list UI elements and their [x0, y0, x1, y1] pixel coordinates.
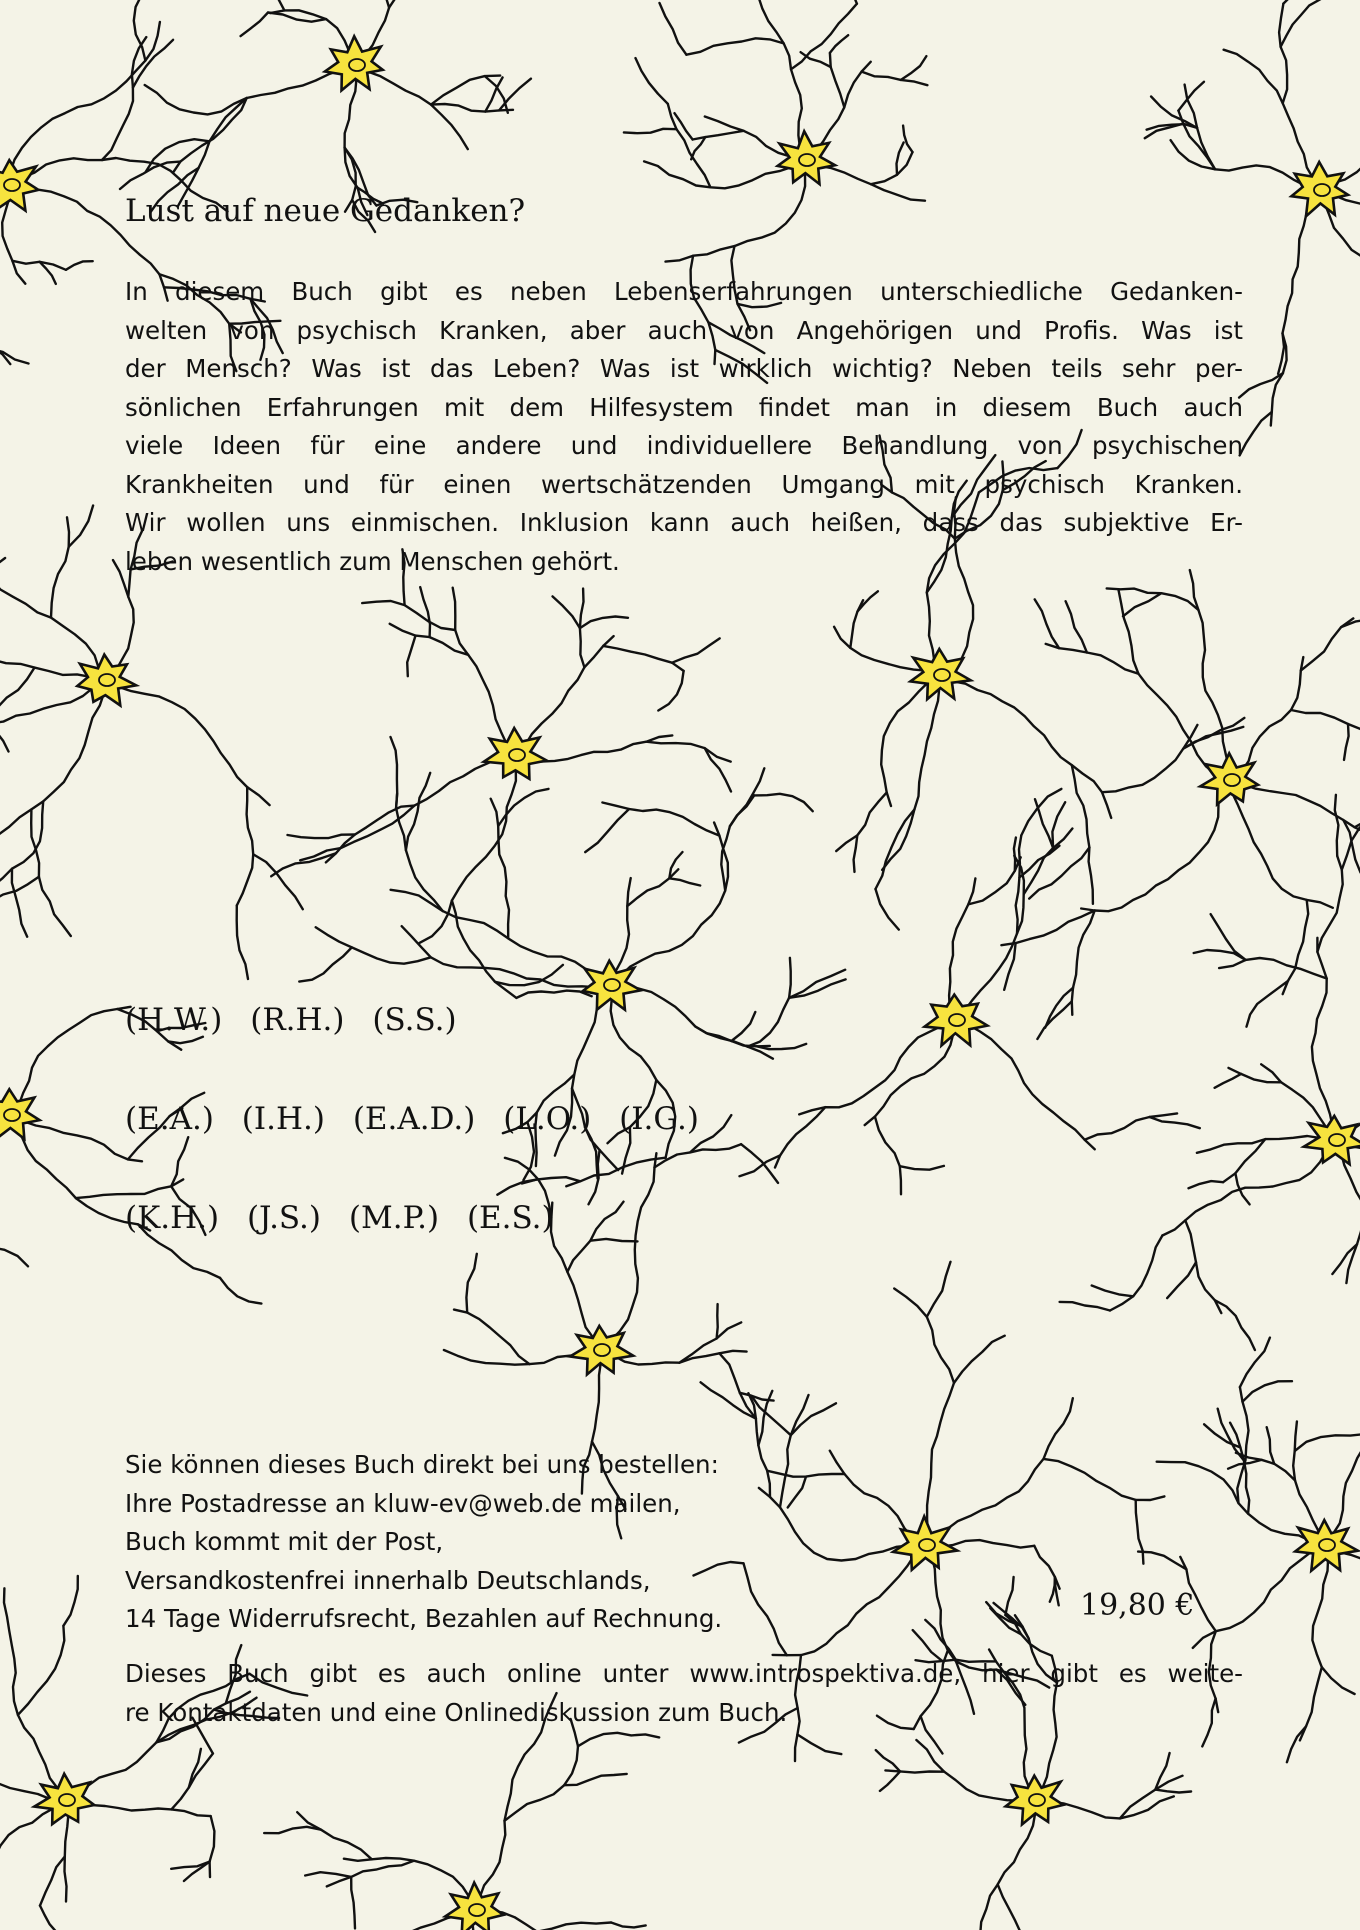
intro-line: leben wesentlich zum Menschen gehört. — [125, 546, 620, 576]
dendrite — [1355, 783, 1360, 827]
order-line: Buch kommt mit der Post, — [125, 1527, 444, 1556]
dendrite — [1138, 1552, 1186, 1570]
dendrite — [288, 835, 356, 839]
author-initials: (I.H.) — [241, 1101, 325, 1137]
dendrite — [0, 721, 9, 752]
dendrite — [407, 636, 415, 677]
dendrite — [1324, 202, 1360, 288]
dendrite — [362, 601, 455, 630]
author-initials: (L.O.) — [503, 1101, 592, 1137]
dendrite — [4, 1588, 58, 1789]
dendrite — [585, 809, 629, 852]
order-line: 14 Tage Widerrufsrecht, Bezahlen auf Rechnung. — [125, 1604, 723, 1633]
dendrite — [830, 35, 848, 53]
dendrite — [1215, 1300, 1255, 1350]
author-row — [125, 1002, 717, 1101]
intro-line: viele Ideen für eine andere und individuellere Behandlung von psychischen — [125, 431, 1243, 460]
dendrite — [937, 1398, 1073, 1538]
dendrite — [270, 10, 350, 53]
dendrite — [391, 737, 398, 808]
dendrite — [1204, 1424, 1240, 1447]
dendrite — [553, 596, 580, 628]
intro-paragraph — [125, 273, 1243, 581]
dendrite — [705, 748, 731, 791]
dendrite — [1136, 1500, 1144, 1564]
dendrite — [679, 1322, 741, 1362]
dendrite — [63, 1576, 77, 1626]
dendrite — [1267, 1427, 1275, 1464]
neuron-cell-body — [484, 728, 547, 779]
dendrite — [66, 261, 93, 270]
dendrite — [210, 1816, 215, 1877]
dendrite — [0, 640, 91, 677]
dendrite — [1016, 835, 1022, 933]
neuron-cell-body — [1304, 1116, 1360, 1164]
dendrite — [830, 53, 844, 107]
dendrite — [1092, 1286, 1134, 1297]
dendrite — [780, 1395, 809, 1507]
dendrite — [1185, 1220, 1221, 1313]
dendrite — [1081, 790, 1223, 911]
dendrite — [268, 0, 284, 10]
dendrite — [1060, 1302, 1110, 1311]
dendrite — [1241, 657, 1303, 772]
dendrite — [189, 1749, 201, 1788]
neuron-cell-body — [1295, 1520, 1358, 1571]
intro-line: Wir wollen uns einmischen. Inklusion kann auch heißen, dass das subjektive Er- — [125, 508, 1243, 537]
author-initials: (K.H.) — [125, 1200, 220, 1236]
dendrite — [624, 129, 677, 133]
dendrite — [1219, 958, 1327, 979]
dendrite — [830, 1451, 913, 1539]
dendrite — [1194, 950, 1246, 960]
dendrite — [171, 1754, 213, 1810]
neuron-cell-body — [1291, 162, 1348, 216]
dendrite — [980, 1812, 1035, 1930]
dendrite — [300, 757, 501, 860]
dendrite — [299, 947, 352, 981]
dendrite — [900, 1166, 944, 1170]
order-line: Ihre Postadresse an kluw-ev@web.de mailen, — [125, 1488, 681, 1518]
dendrite — [316, 927, 431, 963]
dendrite — [0, 1247, 28, 1266]
neuron-cell-body — [570, 1326, 633, 1375]
dendrite — [537, 1923, 611, 1930]
dendrite — [858, 591, 878, 611]
dendrite — [374, 0, 389, 8]
dendrite — [51, 517, 69, 617]
dendrite — [882, 687, 939, 870]
dendrite — [876, 1750, 900, 1771]
dendrite — [10, 22, 160, 173]
dendrite — [1049, 1796, 1174, 1818]
dendrite — [836, 792, 887, 851]
dendrite — [1035, 599, 1059, 648]
dendrite — [611, 1923, 646, 1928]
dendrite — [0, 194, 1, 368]
dendrite — [998, 1884, 1024, 1930]
dendrite — [1150, 1117, 1200, 1128]
dendrite — [19, 1007, 131, 1106]
book-price: 19,80 € — [1080, 1588, 1195, 1623]
dendrite — [854, 835, 858, 872]
dendrite — [1190, 570, 1229, 768]
dendrite — [1261, 1064, 1328, 1129]
author-initials: (R.H.) — [250, 1002, 345, 1038]
dendrite — [420, 587, 430, 637]
dendrite — [901, 56, 927, 80]
dendrite — [964, 856, 1024, 1011]
dendrite — [669, 878, 700, 885]
dendrite — [1279, 4, 1287, 104]
dendrite — [748, 958, 791, 1047]
dendrite — [1312, 938, 1333, 1128]
author-row — [125, 1101, 717, 1200]
dendrite — [499, 79, 531, 111]
dendrite — [1224, 50, 1314, 180]
dendrite — [741, 1144, 778, 1183]
dendrite — [1223, 1139, 1265, 1182]
dendrite — [721, 795, 754, 890]
dendrite — [1066, 601, 1087, 652]
dendrite — [453, 588, 508, 745]
page-heading: Lust auf neue Gedanken? — [125, 193, 526, 229]
dendrite — [184, 1862, 210, 1881]
dendrite — [1291, 710, 1360, 730]
dendrite — [705, 117, 792, 157]
order-line: Sie können dieses Buch direkt bei uns bestellen: — [125, 1450, 719, 1479]
dendrite — [264, 1827, 321, 1833]
dendrite — [0, 1808, 54, 1919]
dendrite — [1035, 799, 1053, 848]
dendrite — [237, 787, 253, 905]
dendrite — [731, 1012, 755, 1041]
dendrite — [1343, 820, 1360, 916]
dendrite — [1024, 829, 1073, 895]
dendrite — [903, 126, 912, 153]
dendrite — [826, 0, 857, 4]
dendrite — [297, 1812, 372, 1859]
dendrite — [1019, 846, 1059, 878]
dendrite — [40, 1906, 57, 1930]
author-list — [125, 1002, 717, 1299]
dendrite — [754, 794, 813, 811]
author-initials: (H.W.) — [125, 1002, 223, 1038]
dendrite — [1052, 802, 1065, 848]
dendrite — [1050, 1577, 1055, 1602]
dendrite — [1283, 0, 1334, 4]
dendrite — [789, 970, 845, 998]
dendrite — [862, 72, 928, 86]
dendrite — [799, 1026, 942, 1115]
dendrite — [875, 1117, 901, 1195]
dendrite — [367, 71, 468, 149]
dendrite — [717, 1304, 718, 1338]
dendrite — [968, 1025, 1095, 1150]
dendrite — [880, 1771, 900, 1791]
dendrite — [0, 566, 99, 670]
intro-line: Krankheiten und für einen wertschätzenden Umgang mit psychisch Kranken. — [125, 469, 1243, 499]
dendrite — [18, 1626, 64, 1715]
intro-line: sönlichen Erfahrungen mit dem Hilfesystem findet man in diesem Buch auch — [125, 392, 1243, 422]
dendrite — [871, 152, 913, 184]
dendrite — [1123, 593, 1161, 616]
dendrite — [351, 1877, 355, 1929]
dendrite — [1218, 1409, 1244, 1461]
dendrite — [686, 38, 783, 54]
dendrite — [1215, 1074, 1241, 1088]
dendrite — [775, 1107, 825, 1167]
dendrite — [1171, 140, 1307, 186]
dendrite — [454, 1310, 529, 1365]
author-initials: (M.P.) — [348, 1200, 440, 1236]
dendrite — [2, 197, 25, 284]
dendrite — [396, 793, 443, 911]
neuron-cell-body — [77, 655, 136, 706]
dendrite — [528, 735, 672, 761]
dendrite — [614, 878, 630, 974]
dendrite — [1347, 1062, 1360, 1134]
dendrite — [241, 13, 268, 37]
neuron-cell-body — [445, 1883, 503, 1930]
dendrite — [834, 627, 927, 671]
dendrite — [1189, 1181, 1224, 1188]
dendrite — [1335, 795, 1339, 856]
author-initials: (E.S.) — [466, 1200, 554, 1236]
order-line: Versandkostenfrei innerhalb Deutschlands, — [125, 1565, 651, 1595]
online-line: re Kontaktdaten und eine Onlinediskussion zum Buch. — [125, 1697, 788, 1727]
dendrite — [949, 878, 975, 1009]
dendrite — [952, 681, 1111, 818]
dendrite — [0, 335, 10, 364]
dendrite — [1230, 1423, 1249, 1514]
dendrite — [580, 617, 628, 629]
dendrite — [730, 768, 764, 826]
dendrite — [1232, 792, 1333, 908]
dendrite — [134, 0, 150, 61]
dendrite — [885, 1770, 944, 1772]
dendrite — [1312, 1557, 1354, 1694]
dendrite — [1151, 97, 1197, 128]
author-initials: (S.S.) — [372, 1002, 457, 1038]
author-initials: (J.S.) — [246, 1200, 322, 1236]
dendrite — [644, 161, 793, 188]
dendrite — [79, 1802, 211, 1816]
intro-line: welten von psychisch Kranken, aber auch von Angehörigen und Profis. Was ist — [125, 315, 1243, 345]
dendrite — [1229, 1068, 1282, 1082]
author-initials: (E.A.) — [125, 1101, 214, 1137]
dendrite — [1197, 1136, 1321, 1153]
dendrite — [1072, 911, 1095, 1015]
dendrite — [1332, 1382, 1360, 1535]
dendrite — [516, 991, 591, 998]
dendrite — [1085, 1113, 1178, 1139]
dendrite — [1110, 1236, 1162, 1311]
dendrite — [391, 890, 599, 979]
dendrite — [237, 906, 248, 980]
neuron-cell-body — [778, 131, 835, 184]
dendrite — [1332, 1244, 1357, 1274]
author-initials: (E.A.D.) — [352, 1101, 476, 1137]
author-row — [125, 1200, 717, 1299]
dendrite — [701, 1382, 756, 1418]
dendrite — [1243, 1381, 1293, 1402]
dendrite — [939, 1540, 1035, 1548]
online-line: Dieses Buch gibt es auch online unter www.introspektiva.de, hier gibt es weite- — [125, 1659, 1243, 1688]
dendrite — [271, 853, 336, 876]
online-info — [125, 1655, 1243, 1732]
dendrite — [69, 506, 93, 547]
dendrite — [927, 1336, 1005, 1534]
dendrite — [658, 671, 683, 711]
dendrite — [1014, 838, 1016, 871]
dendrite — [797, 1735, 841, 1755]
dendrite — [1344, 724, 1349, 760]
intro-line: In diesem Buch gibt es neben Lebenserfahrungen unterschiedliche Gedanken- — [125, 277, 1243, 306]
dendrite — [927, 1262, 951, 1317]
dendrite — [1295, 1434, 1360, 1451]
dendrite — [1193, 1551, 1313, 1648]
dendrite — [1167, 1262, 1196, 1298]
dendrite — [1029, 848, 1089, 899]
dendrite — [1044, 1459, 1165, 1500]
author-initials: (I.G.) — [619, 1101, 699, 1137]
dendrite — [876, 889, 899, 930]
dendrite — [564, 1774, 627, 1785]
dendrite — [495, 965, 563, 985]
dendrite — [1005, 1577, 1013, 1615]
dendrite — [31, 809, 71, 936]
dendrite — [305, 1872, 351, 1877]
dendrite — [40, 1857, 65, 1906]
dendrite — [1283, 900, 1309, 994]
dendrite — [758, 0, 802, 149]
dendrite — [1240, 1338, 1270, 1388]
dendrite — [693, 131, 744, 140]
dendrite — [1021, 789, 1061, 836]
dendrite — [646, 742, 730, 762]
intro-line: der Mensch? Was ist das Leben? Was ist wirklich wichtig? Neben teils sehr per- — [125, 354, 1243, 383]
neuron-cell-body — [925, 995, 988, 1046]
dendrite — [788, 1477, 806, 1508]
dendrite — [894, 1289, 954, 1383]
dendrite — [578, 1733, 659, 1746]
dendrite — [773, 1554, 916, 1656]
dendrite — [675, 113, 693, 139]
dendrite — [744, 1563, 787, 1655]
dendrite — [1155, 1790, 1191, 1793]
dendrite — [881, 682, 928, 806]
order-info — [125, 1446, 722, 1639]
dendrite — [0, 877, 39, 904]
neuron-cell-body — [34, 1774, 94, 1824]
dendrite — [801, 52, 831, 67]
dendrite — [1247, 981, 1288, 1027]
dendrite — [669, 852, 682, 878]
dendrite — [1240, 412, 1272, 456]
dendrite — [876, 810, 915, 890]
dendrite — [1072, 765, 1093, 904]
dendrite — [1005, 1615, 1051, 1656]
dendrite — [1278, 200, 1312, 374]
dendrite — [603, 646, 683, 671]
dendrite — [1332, 83, 1360, 183]
dendrite — [672, 638, 720, 662]
dendrite — [1102, 725, 1197, 792]
dendrite — [102, 37, 146, 160]
dendrite — [525, 636, 614, 746]
dendrite — [1119, 590, 1218, 776]
dendrite — [12, 869, 27, 937]
dendrite — [636, 58, 668, 104]
dendrite — [1281, 0, 1321, 47]
dendrite — [660, 3, 687, 55]
